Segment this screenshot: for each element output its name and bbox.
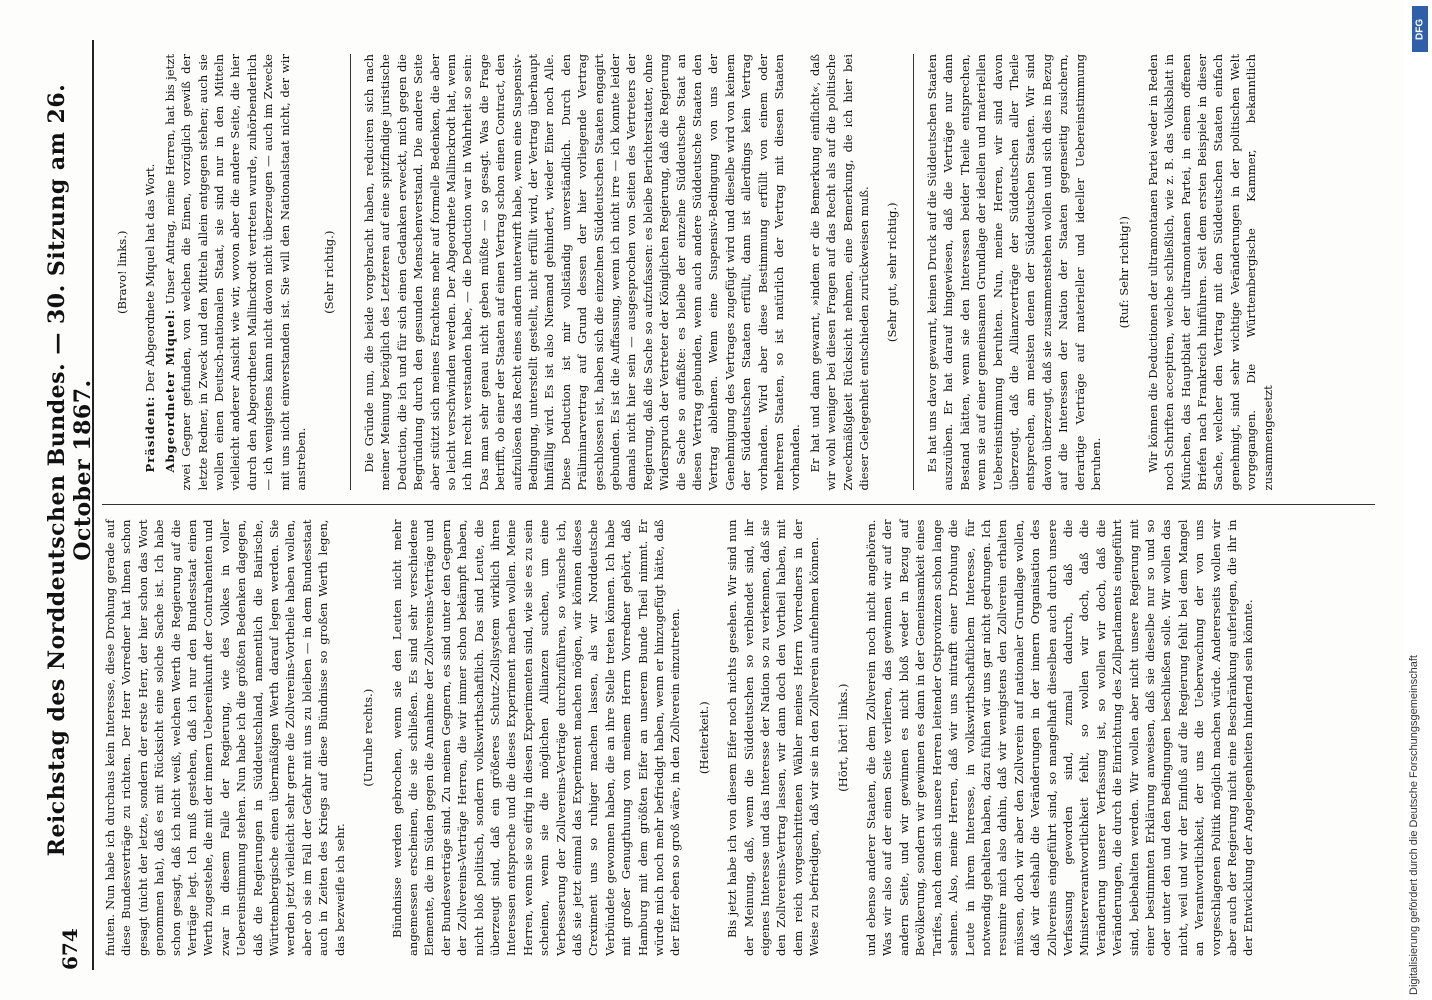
column-rule <box>102 505 1375 506</box>
running-header <box>44 40 96 970</box>
paragraph: Er hat und dann gewarnt, »indem er die Bemerkung einflicht«, daß wir wohl weniger bei diesen Fragen auf das Recht als auf die politische Zweckmäßigkeit Rücksicht nehmen, eine Bemerkung, die ich hier bei dieser Gelegenheit entschieden zurückweisen muß. <box>807 54 872 491</box>
speech-text: Der Abgeordnete Miquel hat das Wort. <box>143 163 158 392</box>
dfg-credit: Digitalisierung gefördert durch die Deutsche Forschungsgemeinschaft <box>1408 655 1420 995</box>
paragraph: Wir können die Deductionen der ultramontanen Partei weder in Reden noch Schriften acceptiren, welche schließlich, wie z. B. das Volksblatt in München, das Hauptblatt der ultramontanen Partei, in einem offenen Briefen nach Frankreich hinführen. Seit dem ersten Beispiele in dieser Sache, welcher den Vertrag mit den Süddeutschen Staaten einfach genehmigt, sind sehr wichtige Veränderungen in der politischen Welt vorgegangen. Die Württembergische Kammer, bekanntlich zusammengesetzt <box>1145 54 1275 491</box>
president-paragraph <box>142 54 158 491</box>
running-title: Reichstag des Norddeutschen Bundes. — 30. Sitzung am 26. October 1867. <box>44 83 96 857</box>
speaker-label: Abgeordneter Miquel: <box>162 308 177 473</box>
left-column <box>102 506 1375 971</box>
interjection: (Ruf: Sehr richtig!) <box>1117 216 1132 329</box>
paragraph: fnuten. Nun habe ich durchaus kein Interesse, diese Drohung gerade auf diese Bundesverträge zu richten. Der Herr Vorredner hat Ihnen schon gesagt (nicht der letzte, sondern der erste Herr, der hier schon das Wort genommen hat), daß es mit Rücksicht eine solche Sache ist. Ich habe schon gesagt, daß ich nicht weiß, welchen Werth die Regierung auf die Verträge legt. Ich muß gestehen, daß ich nur den Bundesstaat einen Werth zugestehe, die mit der innern Uebereinkunft der Contrahenten und zwar in diesem Falle der Regierung, wie des Volkes in voller Uebereinstimmung stehen. Nun habe ich die größten Bedenken dagegen, daß die Regierungen in Süddeutschland, namentlich die Bairische, Württembergische einen übermäßigen Werth darauf legen werden. Sie werden jetzt vielleicht sehr gerne die Zollvereins-Vortheile haben wollen, aber ob sie im Fall der Gefahr mit uns zu bleiben — in dem Bundesstaat auch in Zeiten des Kriegs auf diese Bündnisse so großen Werth legen, das bezweifle ich sehr. <box>103 519 347 956</box>
interjection: (Hört, hört! links.) <box>835 683 850 792</box>
speaker-label: Präsident: <box>143 395 158 473</box>
paragraph: Bündnisse werden gebrochen, wenn sie den Leuten nicht mehr angemessen erscheinen, die sie schließen. Es sind sehr verschiedene Elemente, die im Süden gegen die Annahme der Zollvereins-Verträge und der Bundesverträge sind. Zu meinen Gegnern, es sind unter den Gegnern der Zollvereins-Verträge Herren, die wir immer schon bekämpft haben, nicht bloß politisch, sondern volkswirthschaftlich. Das sind Leute, die überzeugt sind, daß ein größeres Schutz-Zollsystem wirklich ihren Interessen entspreche und die dieses Experiment machen wollen. Meine Herren, wenn sie so eifrig in diesen Experimenten sind, wie sie es zu sein scheinen, wenn sie die möglichen Allianzen suchen, um eine Verbesserung der Zollvereins-Verträge durchzuführen, so wünsche ich, daß sie jetzt einmal das Experiment machen mögen, wir können dieses Creximent uns so ruhiger machen lassen, als wir Norddeutsche Verbündete gewonnen haben, die an ihre Stelle treten können. Ich habe mit großer Genugthuung von meinem Herrn Vorredner gehört, daß Hamburg mit dem größten Eifer an unserem Bunde Theil nimmt. Er würde mich noch mehr befriedigt haben, wenn er hinzugefügt hätte, daß der Eifer eben so groß wäre, in den Zollverein einzutreten. <box>389 519 683 956</box>
dfg-logo: DFG <box>1412 6 1428 52</box>
interjection: (Heiterkeit.) <box>696 701 711 775</box>
paragraph: Die Gründe nun, die beide vorgebracht haben, reduciren sich nach meiner Meinung bezüglich des Letzteren auf eine spitzfindige juristische Deduction, die ich und für sich einen Gedanken erweckt, mich gegen die Begründung durch den gesunden Menschenverstand. Die andere Seite aber stützt sich meines Erachtens mehr auf formelle Bedenken, die aber so leicht verschwinden werden. Der Abgeordnete Mallinckrodt hat, wenn ich ihn recht verstanden habe, — die Deduction war in Wahrheit so sein: Das man sehr genau nicht geben müßte — so gesagt. Was die Frage betrifft, ob einer der Staaten auf einen Vertrag schon einen Contract, den aufzulösen das Recht eines andern unterwirft habe, wenn eine Suspensiv-Bedingung, unterstellt gestellt, nicht erfüllt wird, der Vertrag überhaupt hinfällig wird. Es ist also Niemand gehindert, wieder Einer noch Alle. Diese Deduction ist mir vollständig unverständlich. Durch den Präliminarvertrag auf Grund dessen der hier vorliegende Vertrag geschlossen ist, haben sich die einzelnen Süddeutschen Staaten engagirt gebunden. Es ist die Auffassung, wenn ich nicht irre — ich konnte leider damals nicht hier sein — ausgesprochen von Seiten des Vertreters der Regierung, daß die Sache so aufzufassen: es bleibe Berichterstatter, ohne Widerspruch der Vertreter der Königlichen Regierung, daß die Regierung die Sache so auffaßte: es bleibe der einzelne Süddeutsche Staat an diesen Vertrag gebunden, wenn auch andere Süddeutsche Staaten den Vertrag ablehnen. Wenn eine Suspensiv-Bedingung von uns der Genehmigung des Vertrages zugefügt wird und dieselbe wird von keinem der Süddeutschen Staaten erfüllt, dann ist allerdings kein Vertrag vorhanden. Wird aber diese Bestimmung erfüllt von einem oder mehreren Staaten, so ist natürlich der Vertrag mit diesen Staaten vorhanden. <box>361 54 803 491</box>
interjection: (Unruhe rechts.) <box>361 688 376 787</box>
page-frame <box>44 40 1375 970</box>
paragraph: Es hat uns davor gewarnt, keinen Druck auf die Süddeutschen Staaten auszuüben. Er hat darauf hingewiesen, daß die Verträge nur dann Bestand hätten, wenn sie den Interessen beider Theile entsprechen, wenn sie auf einer gemeinsamen Grundlage der ideellen und materiellen Uebereinstimmung beruhten. Nun, meine Herren, wir sind davon überzeugt, daß die Allianzverträge der Süddeutschen aller Theile entsprechen, am meisten denen der Süddeutschen Staaten. Wir sind davon überzeugt, daß sie zusammenstehen wollen und sich dies in Bezug auf die Interessen der Nation der Staaten gegenseitig zusichern, derartige Verträge auf materieller und ideeller Uebereinstimmung beruhen. <box>924 54 1103 491</box>
page-number: 674 <box>58 928 82 970</box>
speech-text: Unser Antrag, meine Herren, hat bis jetzt zwei Gegner gefunden, von welchen die Einen, vorzüglich gewiß der letzte Redner, in Zweck und den Mitteln allein entgegen stehen; auch sie wollen einen Deutsch-nationalen Staat, sie sind nur in den Mitteln vielleicht anderer Ansicht wie wir, wovon aber die andere Seite, die hier durch den Abgeordneten Mallinckrodt vertreten wurde, zuhörbenderlich — ich wenigstens kann nicht davon nicht überzeugen — auch im Zwecke mit uns nicht einverstanden ist. Sie will den Nationalstaat nicht, der wir anstreben. <box>162 54 309 491</box>
interjection: (Sehr richtig.) <box>322 230 337 314</box>
section-separator <box>913 54 914 491</box>
header-rule <box>92 40 94 970</box>
interjection: (Bravo! links.) <box>115 230 129 314</box>
digitization-sidebar <box>1404 0 1432 1000</box>
columns <box>102 40 1375 970</box>
miquel-paragraph <box>162 54 310 491</box>
paragraph: und ebenso anderer Staaten, die dem Zollverein noch nicht angehören. Was wir also auf der einen Seite verlieren, das gewinnen wir auf der andern Seite, und wir gewinnen es nicht bloß weder in Bezug auf Bevölkerung, sondern wir gewinnen es dann in der Gemeinsamkeit eines Tarifes, nach dem sich unsere Herren leitender Ostprovinzen schon lange sehnen. Also, meine Herren, daß wir uns mitrafft einer Drohung die Leute in ihrem Interesse, in volkswirthschaftlichem Interesse, für notwendig gehalten haben, dazu fühlen wir uns gar nicht gedrungen. Ich resumire mich also dahin, daß wir wenigstens den Zollverein erhalten müssen, doch wir aber den Zollverein auf nationaler Grundlage wollen, daß wir deshalb die Veränderungen in der innern Organisation des Zollvereins eingeführt sind, so mangelhaft dieselben auch durch unsere Verfassung geworden sind, zumal dadurch, daß die Ministerverantwortlichkeit fehlt, so wollen wir doch, daß die Veränderung unserer Verfassung ist, so wollen wir doch, daß die Veränderungen, die durch die Einrichtung des Zollparlaments eingeführt sind, beibehalten werden. Wir wollen aber nicht unsere Regierung mit einer bestimmten Erklärung anweisen, daß sie dieselbe nur so und so oder unter den und den Bedingungen beschließen solle. Wir wollen das nicht, weil und wir der Einfluß auf die Regierung fehlt bei dem Mangel an Verantwortlichkeit, der uns die Ueberwachung der von uns vorgeschlagenen Politik möglich machen würde. Andererseits wollen wir aber auch der Regierung nicht eine Beschränkung auferlegen, die ihr in der Entwicklung der Angelegenheiten hindernd sein könnte. <box>864 519 1256 956</box>
right-column <box>102 40 1375 505</box>
interjection: (Sehr gut, sehr richtig.) <box>885 202 900 343</box>
paragraph: Bis jetzt habe ich von diesem Eifer noch nichts gesehen. Wir sind nun der Meinung, daß, wenn die Süddeutschen so verblendet sind, ihr eigenes Interesse und das Interesse der Nation so zu verkennen, daß sie den Zollvereins-Vertrag lassen, wir dann doch den Vortheil haben, mit dem reich vorgeschrittenen Wähler meines Herrn Vorredners in der Weise zu befriedigen, daß wir sie in den Zollverein aufnehmen können. <box>725 519 822 956</box>
section-separator <box>350 54 351 491</box>
